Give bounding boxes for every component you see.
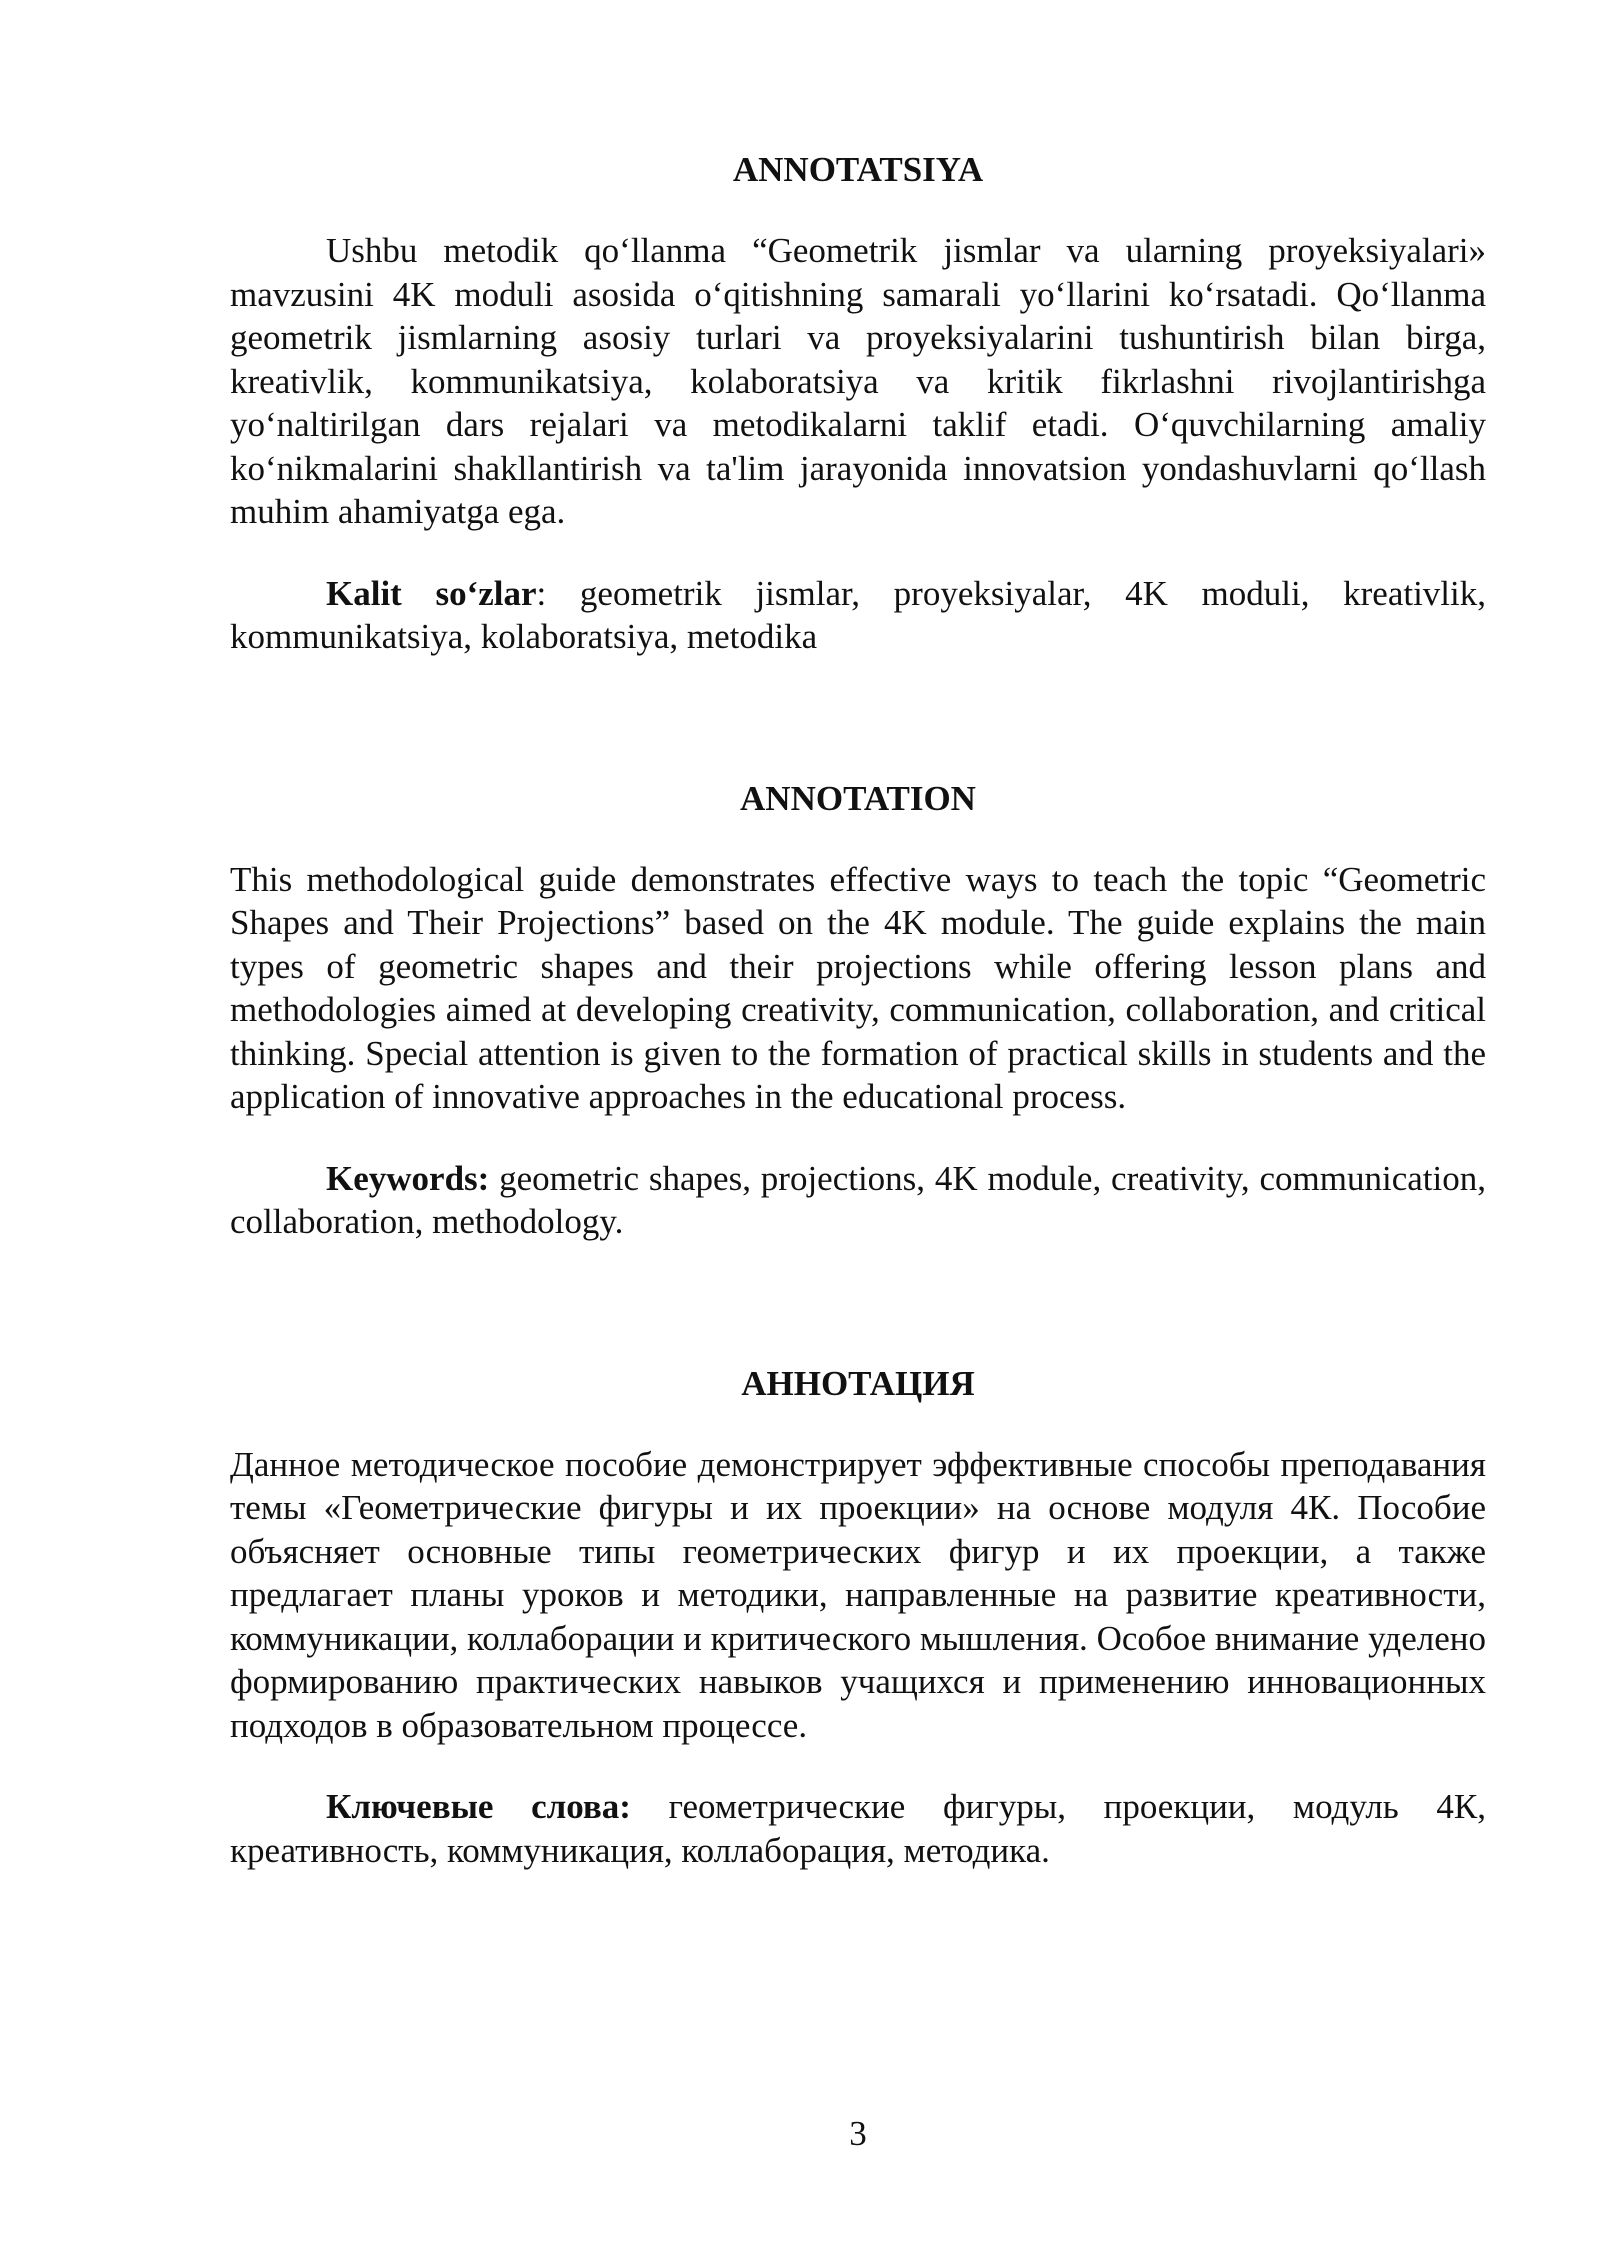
keywords-paragraph: [230, 1157, 1486, 1244]
section-heading: ANNOTATION: [740, 778, 976, 818]
keywords-paragraph: [230, 1785, 1486, 1872]
annotation-paragraph: Данное методическое пособие демонстрирует эффективные способы преподавания темы «Геометрические фигуры и их проекции» на основе модуля 4К. Пособие объясняет основные типы геометрических фигур и их проекции, а также предлагает планы уроков и методики, направленные на развитие креативности, коммуникации, коллаборации и критического мышления. Особое внимание уделено формированию практических навыков учащихся и применению инновационных подходов в образовательном процессе.: [230, 1444, 1486, 1745]
keywords-label: Keywords:: [326, 1158, 490, 1198]
page-number: 3: [849, 2114, 867, 2153]
keywords-text: геометрические фигуры, проекции, модуль 4К, креативность, коммуникация, коллаборация, методика.: [230, 1787, 1486, 1870]
document-page: [230, 148, 1486, 1872]
section-uzbek-annotation: [230, 148, 1486, 659]
section-heading: ANNOTATSIYA: [732, 150, 984, 189]
keywords-paragraph: [230, 572, 1486, 659]
annotation-paragraph: This methodological guide demonstrates effective ways to teach the topic “Geometric Shapes and Their Projections” based on the 4K module. The guide explains the main types of geometric shapes and their projections while offering lesson plans and methodologies aimed at developing creativity, communication, collaboration, and critical thinking. Special attention is given to the formation of practical skills in students and the application of innovative approaches in the educational process.: [230, 859, 1486, 1116]
keywords-label: Ключевые слова:: [326, 1787, 631, 1826]
keywords-label: Kalit so‘zlar: [326, 573, 537, 613]
section-russian-annotation: [230, 1362, 1486, 1873]
annotation-paragraph: Ushbu metodik qo‘llanma “Geometrik jismlar va ularning proyeksiyalari» mavzusini 4K moduli asosida o‘qitishning samarali yo‘llarini ko‘rsatadi. Qo‘llanma geometrik jismlarning asosiy turlari va proyeksiyalarini tushuntirish bilan birga, kreativlik, kommunikatsiya, kolaboratsiya va kritik fikrlashni rivojlantirishga yo‘naltirilgan dars rejalari va metodikalarni taklif etadi. O‘quvchilarning amaliy ko‘nikmalarini shakllantirish va ta'lim jarayonida innovatsion yondashuvlarni qo‘llash muhim ahamiyatga ega.: [230, 231, 1486, 531]
section-heading: АННОТАЦИЯ: [741, 1363, 975, 1403]
keywords-text: geometric shapes, projections, 4K module, creativity, communication, collaboration, methodology.: [230, 1158, 1486, 1241]
keywords-text: : geometrik jismlar, proyeksiyalar, 4K moduli, kreativlik, kommunikatsiya, kolaboratsiya, metodika: [230, 573, 1486, 656]
section-english-annotation: [230, 777, 1486, 1244]
